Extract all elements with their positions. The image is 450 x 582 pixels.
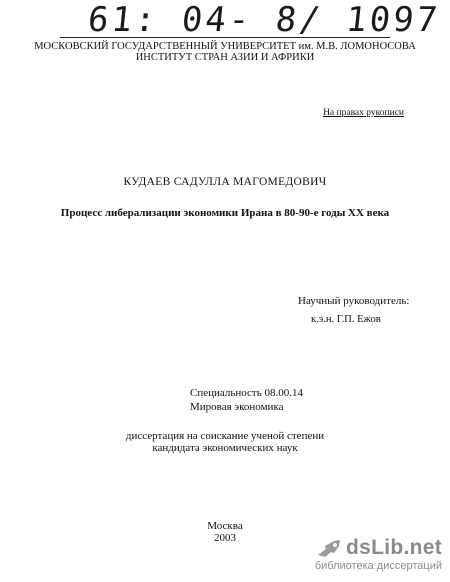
- specialty-code: Специальность 08.00.14: [190, 387, 303, 399]
- dissertation-title: Процесс либерализации экономики Ирана в 80-90-е годы XX века: [60, 207, 390, 219]
- handwritten-catalog-code: 61: 04- 8/ 1097: [85, 0, 443, 40]
- handwritten-underline: [60, 37, 390, 38]
- author-name: КУДАЕВ САДУЛЛА МАГОМЕДОВИЧ: [123, 176, 327, 188]
- supervisor-name: к.э.н. Г.П. Ежов: [311, 314, 381, 325]
- institute-name: ИНСТИТУТ СТРАН АЗИИ И АФРИКИ: [135, 52, 315, 63]
- degree-line-2: кандидата экономических наук: [152, 442, 298, 454]
- manuscript-rights-note: На правах рукописи: [323, 108, 404, 118]
- watermark-brand: dsLib.net: [345, 536, 442, 559]
- city: Москва: [207, 520, 243, 532]
- university-name: МОСКОВСКИЙ ГОСУДАРСТВЕННЫЙ УНИВЕРСИТЕТ им. М.В. ЛОМОНОСОВА: [34, 41, 416, 52]
- specialty-name: Мировая экономика: [190, 401, 284, 413]
- degree-line-1: диссертация на соискание ученой степени: [125, 430, 325, 442]
- year: 2003: [214, 532, 236, 544]
- rocket-icon: [316, 538, 342, 558]
- supervisor-label: Научный руководитель:: [298, 295, 410, 307]
- watermark-subtitle: библиотека диссертаций: [314, 560, 442, 572]
- dslib-watermark[interactable]: [315, 536, 442, 572]
